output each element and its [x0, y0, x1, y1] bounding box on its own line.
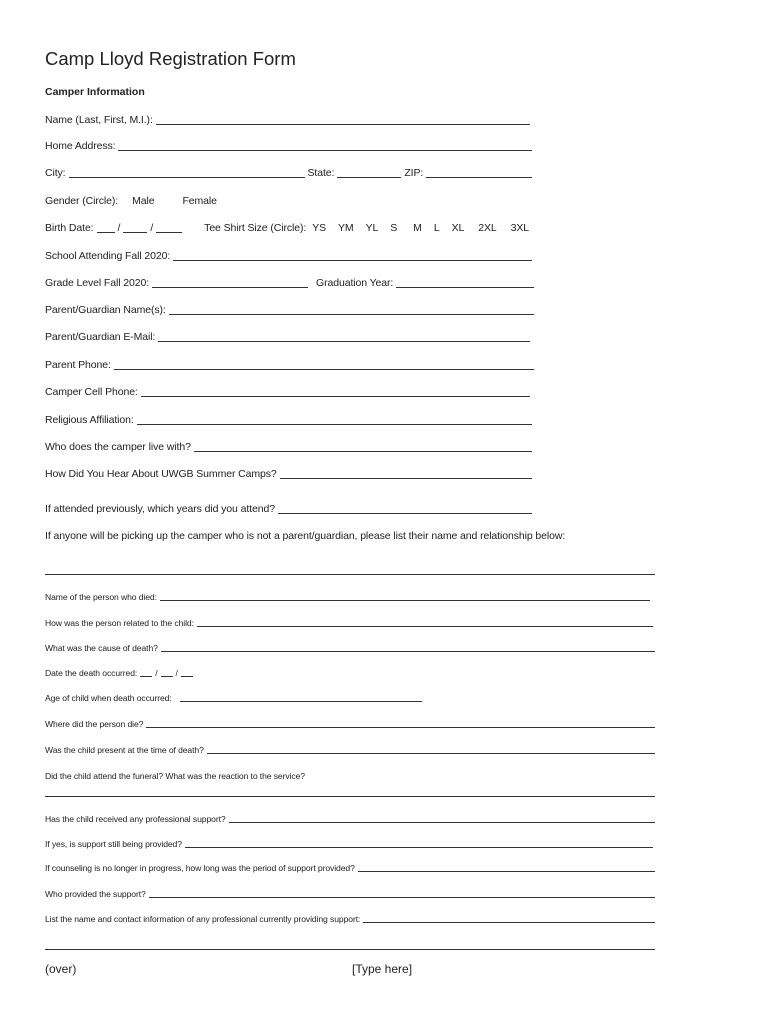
- tee-size-option[interactable]: L: [433, 222, 440, 234]
- field-label: Was the child present at the time of death?: [45, 745, 204, 755]
- school-field[interactable]: [45, 250, 532, 263]
- tee-size-option[interactable]: YM: [338, 222, 354, 234]
- city-state-zip-row: [45, 167, 532, 180]
- support-field[interactable]: [45, 814, 655, 825]
- field-label: Name of the person who died:: [45, 592, 157, 602]
- field-label: Religious Affiliation:: [45, 414, 134, 426]
- field-label: Parent/Guardian Name(s):: [45, 304, 166, 316]
- input-line[interactable]: [141, 396, 530, 397]
- death-date-field: Date the death occurred: / /: [45, 668, 196, 679]
- field-label: What was the cause of death?: [45, 643, 158, 653]
- funeral-label: Did the child attend the funeral? What was the reaction to the service?: [45, 771, 305, 781]
- parent-phone-field[interactable]: [45, 359, 534, 372]
- field-label: Where did the person die?: [45, 719, 144, 729]
- name-field[interactable]: [45, 114, 530, 127]
- cell-phone-field[interactable]: [45, 386, 530, 399]
- lives-with-field[interactable]: [45, 441, 532, 454]
- field-label: Age of child when death occurred:: [45, 693, 172, 703]
- field-label: If yes, is support still being provided?: [45, 839, 182, 849]
- gender-option-female[interactable]: Female: [182, 195, 217, 207]
- field-label: Grade Level Fall 2020:: [45, 277, 150, 289]
- parent-email-field[interactable]: [45, 331, 530, 344]
- input-line[interactable]: [363, 922, 655, 923]
- footer-over: (over): [45, 962, 77, 976]
- input-line[interactable]: [278, 513, 532, 514]
- field-label: Graduation Year:: [316, 277, 394, 289]
- who-provided-field[interactable]: [45, 889, 655, 900]
- tee-size-option[interactable]: 3XL: [510, 222, 529, 234]
- month-line[interactable]: [140, 676, 152, 677]
- address-field[interactable]: [45, 140, 532, 153]
- city-input-line[interactable]: [69, 177, 305, 178]
- birth-year-line[interactable]: [156, 232, 182, 233]
- field-label: Name (Last, First, M.I.):: [45, 114, 153, 126]
- field-label: If attended previously, which years did you attend?: [45, 503, 275, 515]
- day-line[interactable]: [161, 676, 173, 677]
- grade-input-line[interactable]: [152, 287, 308, 288]
- field-label: Tee Shirt Size (Circle):: [204, 222, 307, 234]
- input-line[interactable]: [197, 626, 653, 627]
- input-line[interactable]: [194, 451, 532, 452]
- hear-about-field[interactable]: [45, 468, 532, 481]
- field-label: Home Address:: [45, 140, 116, 152]
- parent-names-field[interactable]: [45, 304, 534, 317]
- input-line[interactable]: [114, 369, 534, 370]
- still-support-field[interactable]: [45, 839, 653, 850]
- related-field[interactable]: [45, 618, 653, 629]
- field-label: Who provided the support?: [45, 889, 146, 899]
- field-label: Camper Cell Phone:: [45, 386, 138, 398]
- footer-placeholder: [Type here]: [352, 962, 413, 976]
- field-label: If counseling is no longer in progress, how long was the period of support provided?: [45, 863, 355, 873]
- field-label: How was the person related to the child:: [45, 618, 194, 628]
- input-line[interactable]: [280, 478, 532, 479]
- page-title: Camp Lloyd Registration Form: [45, 48, 296, 69]
- input-line[interactable]: [180, 701, 422, 702]
- state-input-line[interactable]: [337, 177, 401, 178]
- tee-size-option[interactable]: 2XL: [478, 222, 497, 234]
- pickup-label: If anyone will be picking up the camper who is not a parent/guardian, please list their name and relationship below:: [45, 530, 566, 542]
- who-died-field[interactable]: [45, 592, 650, 603]
- attended-field[interactable]: [45, 503, 532, 516]
- cause-field[interactable]: [45, 643, 655, 654]
- field-label: Date the death occurred:: [45, 668, 138, 678]
- field-label: Who does the camper live with?: [45, 441, 191, 453]
- age-field[interactable]: [45, 693, 422, 704]
- input-line[interactable]: [207, 753, 655, 754]
- how-long-field[interactable]: [45, 863, 655, 874]
- input-line[interactable]: [161, 651, 655, 652]
- grad-year-input-line[interactable]: [396, 287, 534, 288]
- tee-size-option[interactable]: XL: [451, 222, 465, 234]
- input-line[interactable]: [156, 124, 530, 125]
- field-label: State:: [307, 167, 335, 179]
- tee-size-option[interactable]: YL: [365, 222, 379, 234]
- tee-size-option[interactable]: S: [390, 222, 398, 234]
- grade-row: [45, 277, 534, 290]
- gender-row: [45, 195, 217, 208]
- input-line[interactable]: [146, 727, 655, 728]
- field-label: Birth Date:: [45, 222, 94, 234]
- field-label: Has the child received any professional support?: [45, 814, 226, 824]
- input-line[interactable]: [358, 871, 655, 872]
- field-label: List the name and contact information of any professional currently providing support:: [45, 914, 361, 924]
- field-label: School Attending Fall 2020:: [45, 250, 171, 262]
- present-field[interactable]: [45, 745, 655, 756]
- zip-input-line[interactable]: [426, 177, 532, 178]
- section-heading: Camper Information: [45, 86, 145, 98]
- input-line[interactable]: [229, 822, 655, 823]
- input-line[interactable]: [158, 341, 530, 342]
- field-label: Parent/Guardian E-Mail:: [45, 331, 156, 343]
- religion-field[interactable]: [45, 414, 532, 427]
- birth-month-line[interactable]: [97, 232, 115, 233]
- birth-day-line[interactable]: [123, 232, 147, 233]
- birth-tee-row: Birth Date: / / Tee Shirt Size (Circle): YS YM YL S M L XL 2XL 3XL: [45, 222, 529, 234]
- input-line[interactable]: [137, 424, 532, 425]
- field-label: City:: [45, 167, 66, 179]
- gender-option-male[interactable]: Male: [132, 195, 155, 207]
- funeral-input-line[interactable]: [45, 796, 655, 797]
- where-field[interactable]: [45, 719, 655, 730]
- input-line[interactable]: [169, 314, 534, 315]
- input-line[interactable]: [118, 150, 532, 151]
- pickup-input-line[interactable]: [45, 574, 655, 575]
- field-label: How Did You Hear About UWGB Summer Camps?: [45, 468, 277, 480]
- input-line[interactable]: [173, 260, 532, 261]
- tee-size-option[interactable]: M: [413, 222, 422, 234]
- contact-input-line[interactable]: [45, 949, 655, 950]
- field-label: Parent Phone:: [45, 359, 111, 371]
- input-line[interactable]: [185, 847, 653, 848]
- input-line[interactable]: [149, 897, 655, 898]
- input-line[interactable]: [160, 600, 650, 601]
- year-line[interactable]: [181, 676, 193, 677]
- field-label: ZIP:: [404, 167, 424, 179]
- tee-size-option[interactable]: YS: [312, 222, 327, 234]
- field-label: Gender (Circle):: [45, 195, 119, 207]
- contact-field[interactable]: [45, 914, 655, 925]
